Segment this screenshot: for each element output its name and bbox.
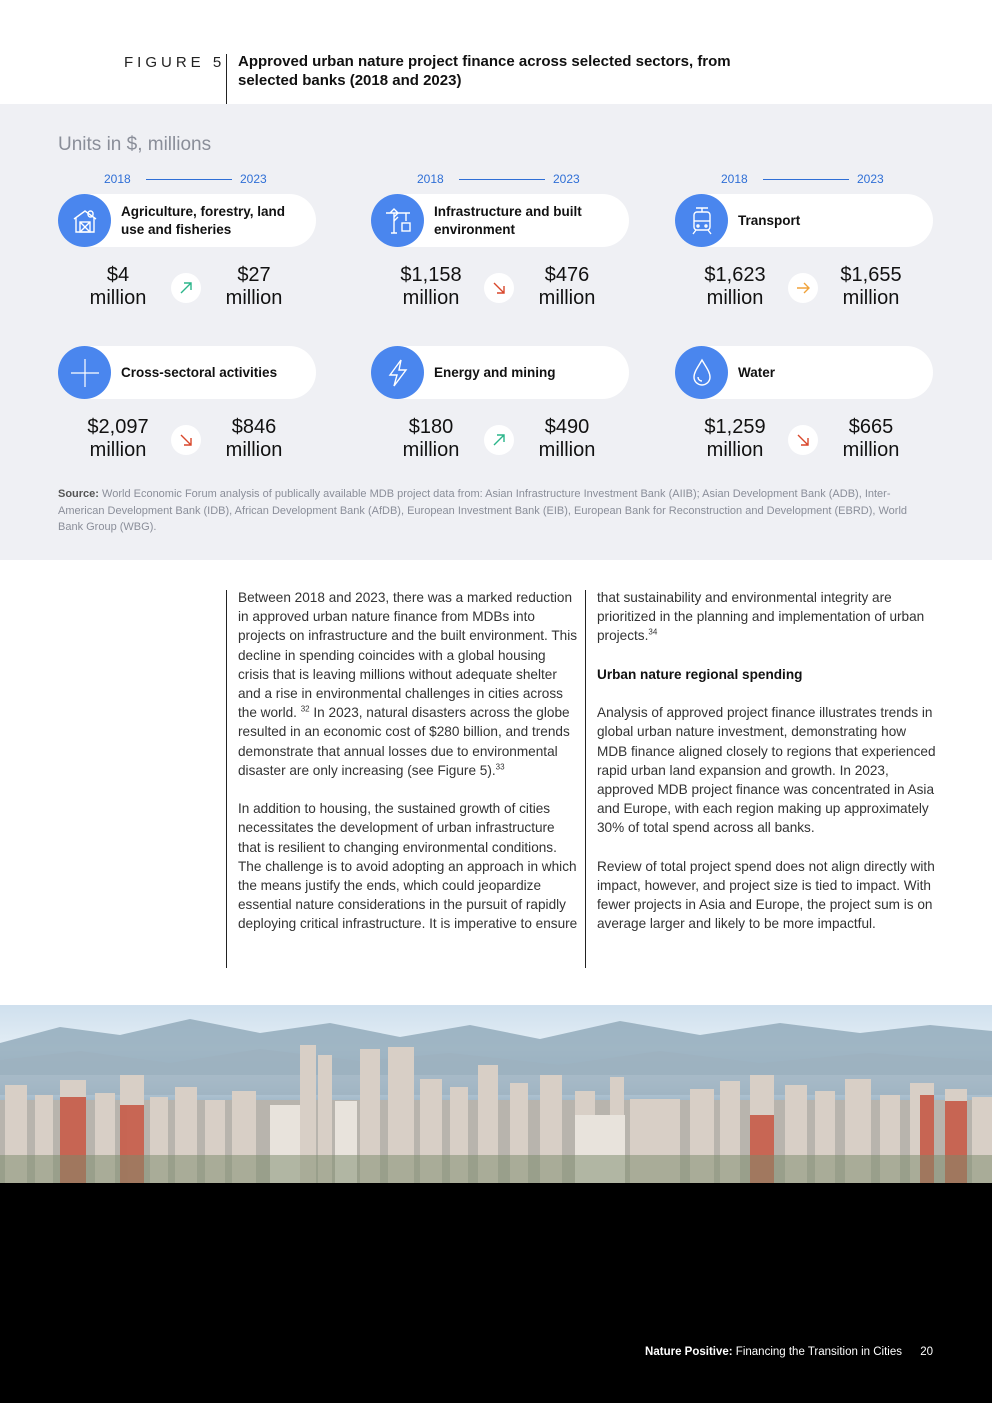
value-2023: $27 million bbox=[225, 264, 283, 309]
lightning-icon bbox=[371, 346, 424, 399]
sector-pill bbox=[371, 346, 629, 399]
sector-pill bbox=[58, 194, 316, 247]
paragraph: In addition to housing, the sustained growth of cities necessitates the development of urban infrastructure that is resilient to changing environmental conditions. The challenge is to avoid adopting an approach in which the means justify the ends, which could jeopardize essential nature considerations in the pursuit of rapidly deploying critical infrastructure. It is imperative to ensure bbox=[238, 801, 578, 932]
value-2018: $2,097 million bbox=[87, 416, 149, 461]
value-2023: $846 million bbox=[225, 416, 283, 461]
paragraph: Between 2018 and 2023, there was a marked reduction in approved urban nature finance from MDBs into projects on infrastructure and the built environment. This decline in spending coincides with a global housing crisis that is leaving millions without adequate shelter and a rise in environmental challenges in cities across the world. $^{32}$ In 2023, natural disasters across the globe resulted in an economic cost of $280 billion, and trends demonstrate that annual losses due to environmental disaster are only increasing (see Figure 5).$^{33}$ bbox=[238, 590, 578, 778]
sector-pill bbox=[675, 194, 933, 247]
figure-label: FIGURE 5 bbox=[124, 54, 226, 71]
value-2023: $476 million bbox=[538, 264, 596, 309]
units-label: Units in $, millions bbox=[58, 134, 212, 155]
sector-title: Water bbox=[738, 364, 776, 380]
crane-icon bbox=[371, 194, 424, 247]
sector-title: Infrastructure and built environment bbox=[434, 203, 582, 237]
value-2018: $4 million bbox=[89, 264, 147, 309]
value-2023: $1,655 million bbox=[840, 264, 902, 309]
sector-title: Cross-sectoral activities bbox=[121, 364, 278, 380]
sector-pill bbox=[58, 346, 316, 399]
figure-header bbox=[0, 0, 992, 104]
year-start: 2018 bbox=[417, 172, 444, 186]
body-column-left bbox=[238, 588, 578, 953]
year-end: 2023 bbox=[553, 172, 580, 186]
value-2023: $490 million bbox=[538, 416, 596, 461]
column-divider-middle bbox=[585, 590, 586, 968]
value-2018: $1,158 million bbox=[400, 264, 462, 309]
value-2018: $1,259 million bbox=[704, 416, 766, 461]
year-line bbox=[146, 179, 232, 180]
city-skyline-image bbox=[0, 1005, 992, 1183]
skyline-illustration bbox=[0, 1005, 992, 1183]
sector-title: Energy and mining bbox=[434, 364, 556, 380]
year-start: 2018 bbox=[721, 172, 748, 186]
source-note bbox=[58, 486, 928, 536]
source-label: Source: bbox=[58, 488, 99, 500]
column-divider-left bbox=[226, 590, 227, 968]
sector-title: Agriculture, forestry, land use and fisheries bbox=[121, 203, 286, 237]
year-end: 2023 bbox=[857, 172, 884, 186]
crosshair-icon bbox=[58, 346, 111, 399]
source-text: World Economic Forum analysis of publically available MDB project data from: Asian Infrastructure Investment Bank (AIIB); Asian Development Bank (ADB), Inter-American Development Bank (IDB), African Development Bank (AfDB), European Investment Bank (EIB), European Bank for Reconstruction and Development (EBRD), World Bank Group (WBG). bbox=[58, 488, 908, 533]
value-2023: $665 million bbox=[842, 416, 900, 461]
sector-title: Transport bbox=[738, 212, 801, 228]
year-start: 2018 bbox=[104, 172, 131, 186]
sector-pill bbox=[371, 194, 629, 247]
sector-pill bbox=[675, 346, 933, 399]
page-footer bbox=[0, 1183, 992, 1403]
paragraph: Analysis of approved project finance illustrates trends in global urban nature investment, demonstrating how MDB finance aligned closely to regions that experienced rapid urban land expansion and growth. In 2023, approved MDB project finance was concentrated in Asia and Europe, with each region making up approximately 30% of total spend across all banks. bbox=[597, 705, 936, 836]
train-icon bbox=[675, 194, 728, 247]
figure-panel bbox=[0, 104, 992, 560]
section-heading: Urban nature regional spending bbox=[597, 666, 803, 682]
year-line bbox=[459, 179, 545, 180]
figure-title: Approved urban nature project finance across selected sectors, from selected banks (2018 and 2023) bbox=[238, 53, 731, 89]
body-column-right bbox=[597, 588, 937, 953]
figure-divider bbox=[226, 54, 227, 104]
barn-icon bbox=[58, 194, 111, 247]
value-2018: $180 million bbox=[402, 416, 460, 461]
report-title: Nature Positive: Financing the Transition in Cities bbox=[645, 1346, 902, 1358]
water-drop-icon bbox=[675, 346, 728, 399]
year-line bbox=[763, 179, 849, 180]
page-number: 20 bbox=[920, 1346, 933, 1358]
paragraph: that sustainability and environmental integrity are prioritized in the planning and implementation of urban projects.$^{34}$ bbox=[597, 590, 925, 644]
year-end: 2023 bbox=[240, 172, 267, 186]
value-2018: $1,623 million bbox=[704, 264, 766, 309]
paragraph: Review of total project spend does not align directly with impact, however, and project size is tied to impact. With fewer projects in Asia and Europe, the project sum is on average larger and likely to be more impactful. bbox=[597, 858, 935, 932]
